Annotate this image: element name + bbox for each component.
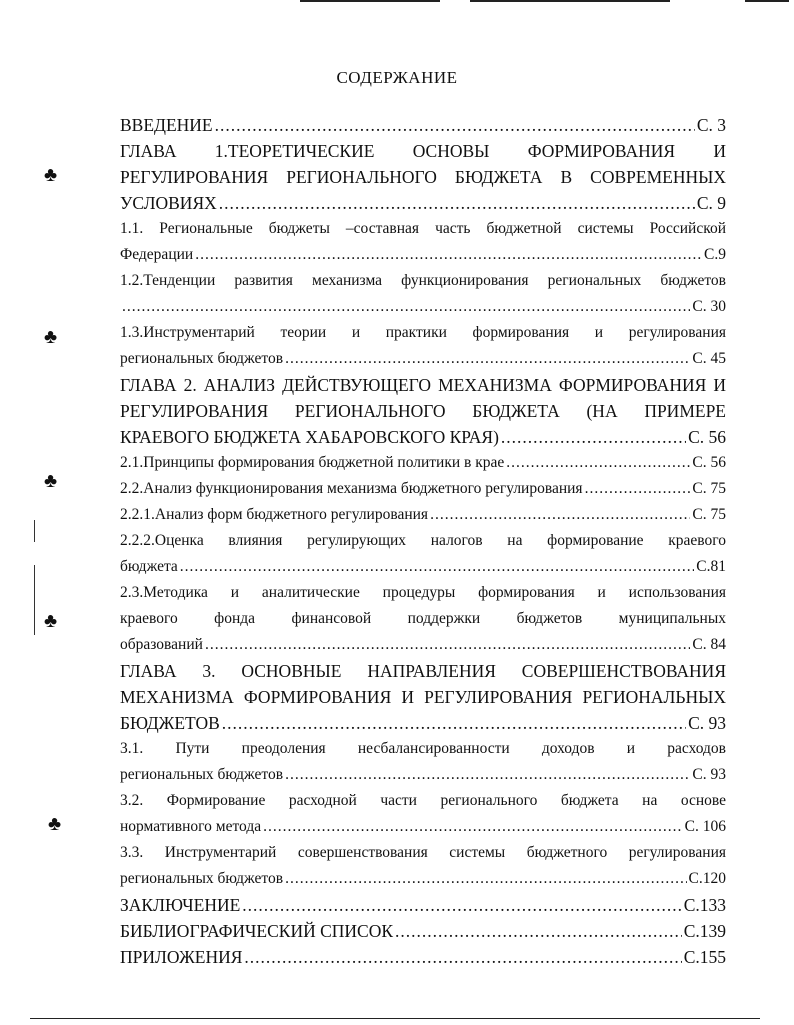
toc-entry-title: ЗАКЛЮЧЕНИЕ (120, 895, 241, 915)
toc-line: 2.2.2.Оценка влияния регулирующих налогов на формирование краевого (120, 532, 726, 549)
toc-entry (120, 814, 726, 840)
toc-entry (120, 892, 726, 918)
toc-entry-title: ВВЕДЕНИЕ (120, 115, 213, 135)
dot-leader (501, 424, 686, 450)
toc-page-number: С. 45 (692, 350, 726, 367)
toc-entry-title: 2.2.Анализ функционирования механизма бюджетного регулирования (120, 480, 583, 497)
toc-entry (120, 476, 726, 502)
toc-page-number: С. 56 (692, 454, 726, 471)
dot-leader (285, 346, 690, 372)
toc-page-number: С. 56 (688, 427, 726, 447)
binding-hole-mark-icon: ♣ (44, 470, 58, 492)
toc-line: 3.1. Пути преодоления несбалансированности доходов и расходов (120, 740, 726, 757)
toc-line: 1.2.Тенденции развития механизма функционирования региональных бюджетов (120, 272, 726, 289)
dot-leader (285, 866, 686, 892)
toc-line: 1.1. Региональные бюджеты –составная часть бюджетной системы Российской (120, 220, 726, 237)
top-rule-right (745, 0, 789, 2)
toc-entry-title: региональных бюджетов (120, 870, 284, 887)
toc-page-number: С. 106 (684, 818, 726, 835)
toc-entry (120, 242, 726, 268)
toc-entry (120, 918, 726, 944)
toc-line: ГЛАВА 2. АНАЛИЗ ДЕЙСТВУЮЩЕГО МЕХАНИЗМА ФОРМИРОВАНИЯ И (120, 375, 726, 395)
dot-leader (219, 190, 695, 216)
dot-leader (285, 762, 690, 788)
dot-leader (180, 554, 694, 580)
toc-entry (120, 112, 726, 138)
dot-leader (244, 944, 681, 970)
toc-entry-title: нормативного метода (120, 818, 262, 835)
toc-line: 2.3.Методика и аналитические процедуры формирования и использования (120, 584, 726, 601)
dot-leader (242, 892, 681, 918)
toc-entry (120, 944, 726, 970)
toc-page-number: С. 75 (692, 506, 726, 523)
toc-entry (120, 762, 726, 788)
toc-page-number: С.133 (683, 895, 726, 915)
bottom-rule (30, 1018, 760, 1019)
dot-leader (222, 710, 686, 736)
table-of-contents (120, 112, 726, 970)
toc-entry (120, 632, 726, 658)
scan-edge-line (34, 520, 35, 542)
toc-entry (120, 554, 726, 580)
toc-line: 3.3. Инструментарий совершенствования системы бюджетного регулирования (120, 844, 726, 861)
dot-leader (506, 450, 690, 476)
toc-line: 1.3.Инструментарий теории и практики формирования и регулирования (120, 324, 726, 341)
scan-edge-line (34, 565, 35, 635)
toc-entry (120, 450, 726, 476)
toc-entry-title: региональных бюджетов (120, 766, 284, 783)
toc-line: РЕГУЛИРОВАНИЯ РЕГИОНАЛЬНОГО БЮДЖЕТА В СОВРЕМЕННЫХ (120, 167, 726, 187)
toc-page-number: С. 93 (688, 713, 726, 733)
toc-page-number: С. 3 (696, 115, 726, 135)
toc-line: краевого фонда финансовой поддержки бюджетов муниципальных (120, 610, 726, 627)
dot-leader (215, 112, 695, 138)
binding-hole-mark-icon: ♣ (44, 326, 58, 348)
toc-page-number: С. 84 (692, 636, 726, 653)
toc-entry-title: КРАЕВОГО БЮДЖЕТА ХАБАРОВСКОГО КРАЯ) (120, 427, 499, 447)
toc-line: РЕГУЛИРОВАНИЯ РЕГИОНАЛЬНОГО БЮДЖЕТА (НА ПРИМЕРЕ (120, 401, 726, 421)
dot-leader (430, 502, 690, 528)
dot-leader (195, 242, 702, 268)
toc-page-number: С. 30 (692, 298, 726, 315)
toc-entry (120, 424, 726, 450)
toc-entry-title: 2.1.Принципы формирования бюджетной политики в крае (120, 454, 505, 471)
toc-entry-title: ПРИЛОЖЕНИЯ (120, 947, 243, 967)
toc-entry (120, 866, 726, 892)
dot-leader (585, 476, 691, 502)
binding-hole-mark-icon: ♣ (48, 813, 62, 835)
toc-entry-title: 2.2.1.Анализ форм бюджетного регулирования (120, 506, 429, 523)
toc-page-number: С.155 (683, 947, 726, 967)
toc-entry-title: образований (120, 636, 203, 653)
dot-leader (205, 632, 690, 658)
toc-entry (120, 710, 726, 736)
toc-entry (120, 190, 726, 216)
top-rule-mid (470, 0, 670, 2)
toc-entry-title: бюджета (120, 558, 178, 575)
toc-page-number: С.9 (704, 246, 726, 263)
page-title: СОДЕРЖАНИЕ (336, 68, 458, 87)
toc-entry-title: Федерации (120, 246, 194, 263)
toc-page-number: С. 75 (692, 480, 726, 497)
toc-page-number: С.81 (696, 558, 726, 575)
toc-line: МЕХАНИЗМА ФОРМИРОВАНИЯ И РЕГУЛИРОВАНИЯ РЕГИОНАЛЬНЫХ (120, 687, 726, 707)
toc-line: ГЛАВА 1.ТЕОРЕТИЧЕСКИЕ ОСНОВЫ ФОРМИРОВАНИЯ И (120, 141, 726, 161)
dot-leader (122, 294, 690, 320)
dot-leader (263, 814, 683, 840)
toc-entry-title: БИБЛИОГРАФИЧЕСКИЙ СПИСОК (120, 921, 394, 941)
toc-page-number: С. 9 (696, 193, 726, 213)
toc-page-number: С.120 (688, 870, 726, 887)
toc-entry-title: региональных бюджетов (120, 350, 284, 367)
top-rule-left (300, 0, 440, 2)
dot-leader (395, 918, 682, 944)
toc-entry (120, 346, 726, 372)
toc-entry (120, 294, 726, 320)
toc-entry-title: БЮДЖЕТОВ (120, 713, 220, 733)
binding-hole-mark-icon: ♣ (44, 164, 58, 186)
toc-line: ГЛАВА 3. ОСНОВНЫЕ НАПРАВЛЕНИЯ СОВЕРШЕНСТВОВАНИЯ (120, 661, 726, 681)
toc-page-number: С.139 (683, 921, 726, 941)
binding-hole-mark-icon: ♣ (44, 610, 58, 632)
toc-entry (120, 502, 726, 528)
toc-page-number: С. 93 (692, 766, 726, 783)
toc-entry-title: УСЛОВИЯХ (120, 193, 217, 213)
toc-line: 3.2. Формирование расходной части регионального бюджета на основе (120, 792, 726, 809)
